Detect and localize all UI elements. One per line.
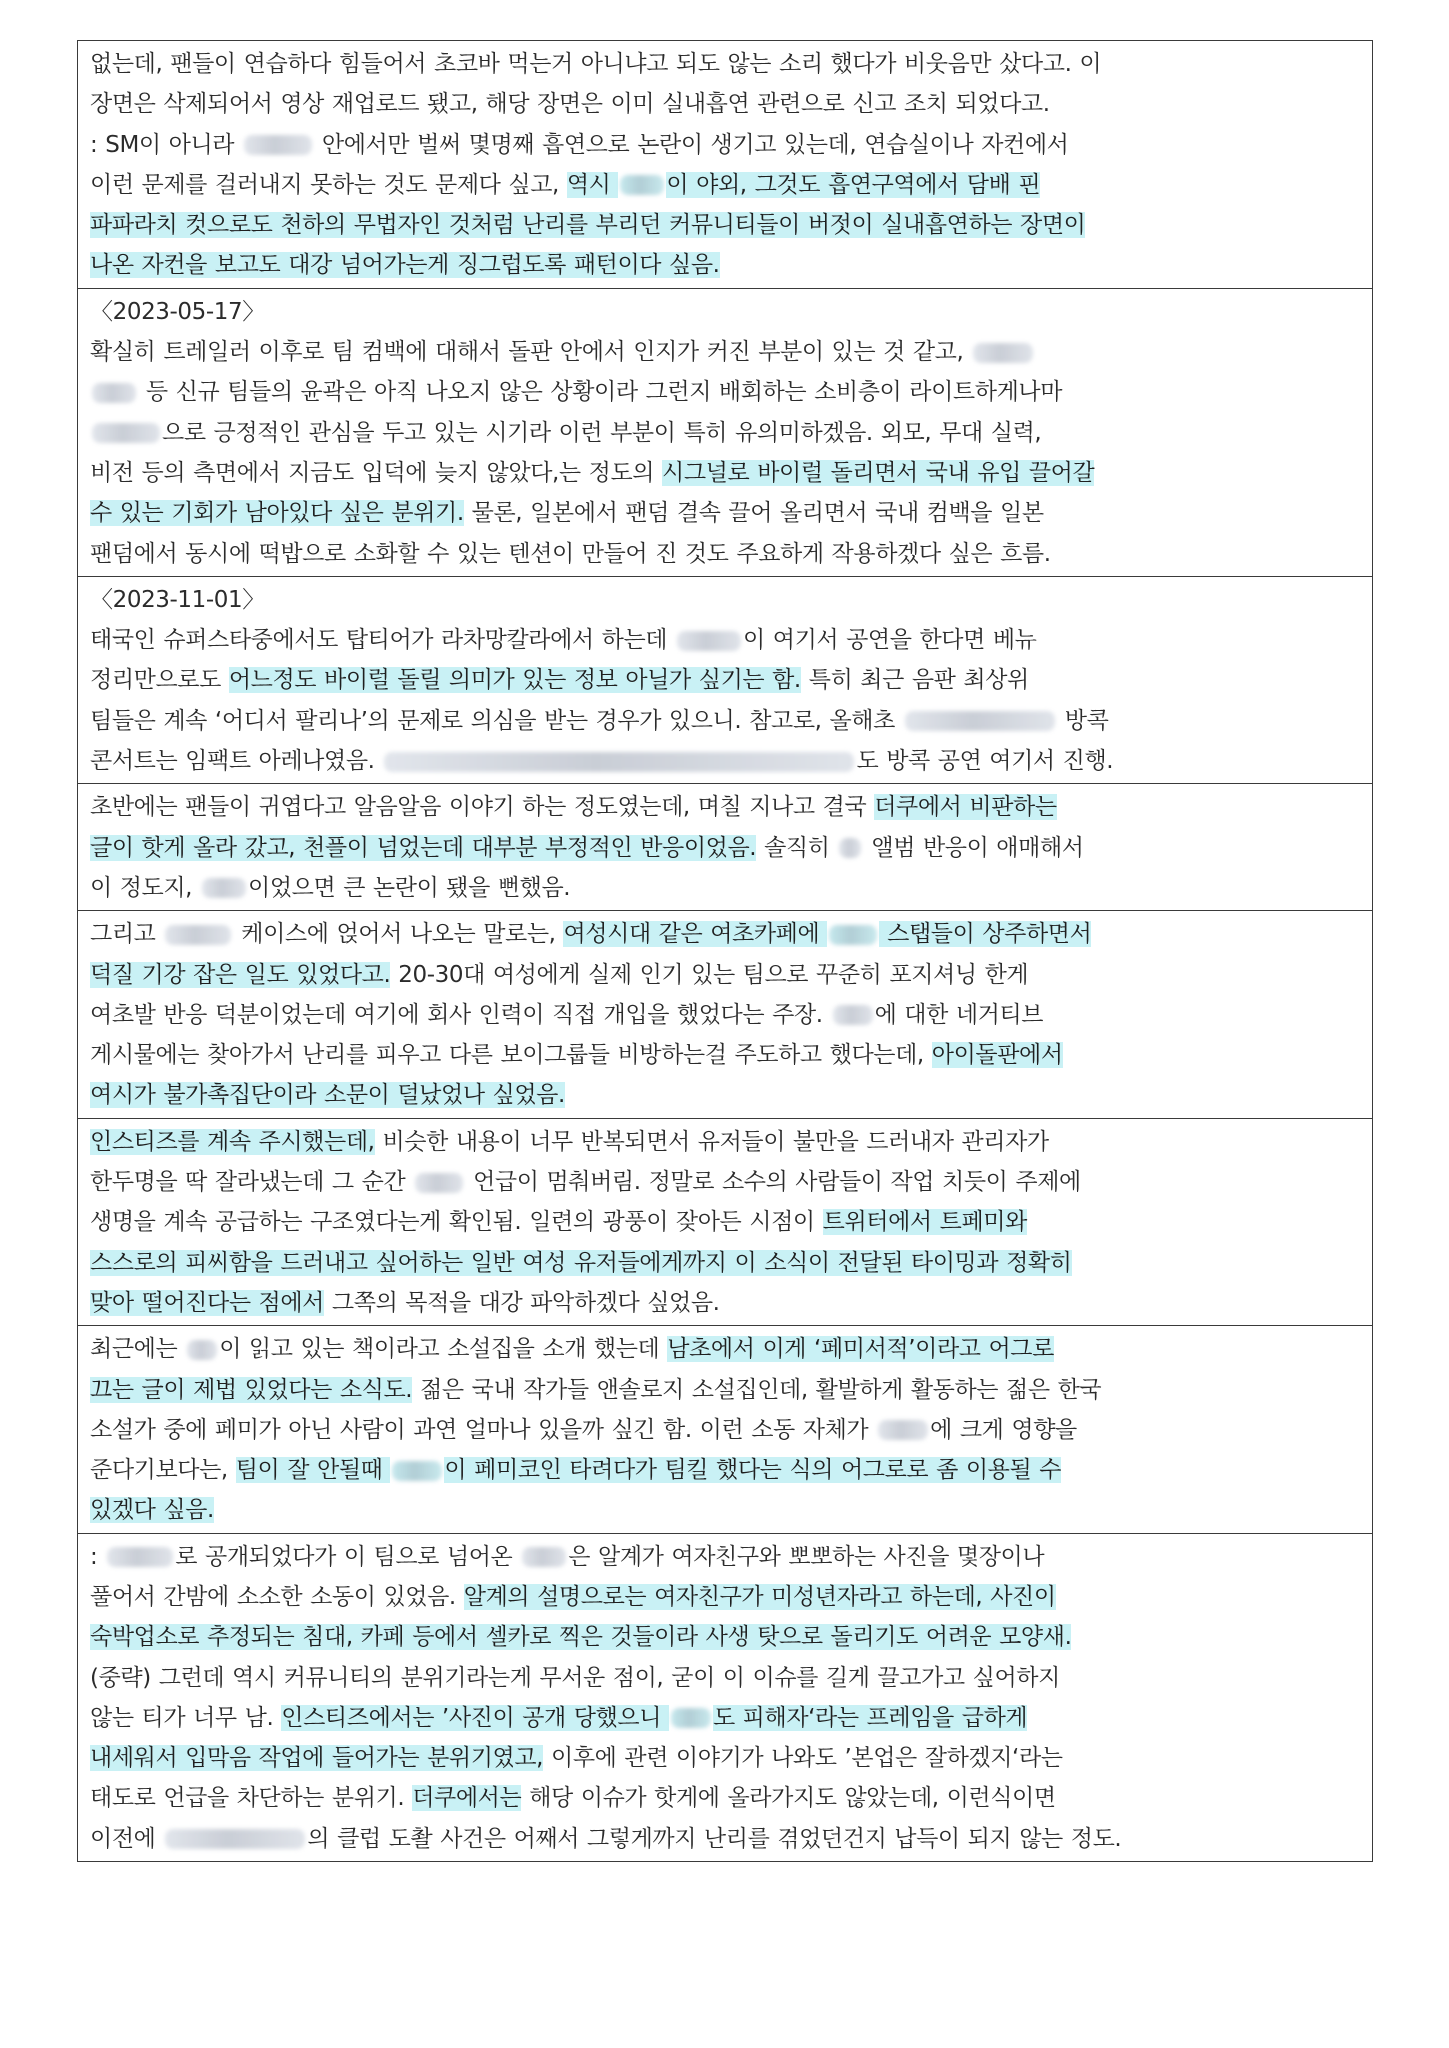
redacted-blur <box>829 925 877 945</box>
body-text: 이 여기서 공연을 한다면 베뉴 <box>743 627 1037 654</box>
body-text: 특히 최근 음판 최상위 <box>800 667 1029 694</box>
redacted-blur <box>92 423 160 443</box>
body-text: 한두명을 딱 잘라냈는데 그 순간 <box>90 1169 414 1196</box>
redacted-blur <box>878 1420 928 1440</box>
text-line <box>90 453 1360 493</box>
text-line <box>90 1243 1360 1283</box>
text-line <box>90 332 1360 372</box>
highlighted-text: 역시 <box>566 171 619 198</box>
highlighted-text: 여시가 불가촉집단이라 소문이 덜났었나 싶었음. <box>90 1082 565 1109</box>
redacted-blur <box>107 1547 173 1567</box>
body-text: 케이스에 얹어서 나오는 말로는, <box>233 921 564 948</box>
redacted-blur <box>833 1005 873 1025</box>
body-text: 태도로 언급을 차단하는 분위기. <box>90 1785 413 1812</box>
table-cell <box>78 1326 1372 1533</box>
text-line <box>90 1698 1360 1738</box>
highlighted-text: 덕질 기강 잡은 일도 있었다고. <box>90 961 391 988</box>
highlighted-text: 인스티즈를 계속 주시했는데, <box>90 1128 375 1155</box>
body-text: 그리고 <box>90 921 164 948</box>
body-text: 여초발 반응 덕분이었는데 여기에 회사 인력이 직접 개입을 했었다는 주장. <box>90 1001 831 1028</box>
body-text: 에 대한 네거티브 <box>874 1001 1044 1028</box>
text-line <box>90 165 1360 205</box>
body-text: 은 알계가 여자친구와 뽀뽀하는 사진을 몇장이나 <box>568 1543 1045 1570</box>
highlighted-text: 어느정도 바이럴 돌릴 의미가 있는 정보 아닐가 싶기는 함. <box>228 667 801 694</box>
body-text: 20-30대 여성에게 실제 인기 있는 팀으로 꾸준히 포지셔닝 한게 <box>390 961 1029 988</box>
body-text: 정리만으로도 <box>90 667 229 694</box>
redacted-blur <box>384 752 854 772</box>
redacted-blur <box>165 925 231 945</box>
text-line <box>90 84 1360 124</box>
text-line <box>90 914 1360 954</box>
body-text: 앨범 반응이 애매해서 <box>863 834 1084 861</box>
highlighted-text: 있겠다 싶음. <box>90 1497 214 1524</box>
body-text: 태국인 슈퍼스타중에서도 탑티어가 라차망칼라에서 하는데 <box>90 627 676 654</box>
text-line <box>90 1283 1360 1323</box>
highlighted-text: 트위터에서 트페미와 <box>822 1209 1027 1236</box>
body-text: 이 읽고 있는 책이라고 소설집을 소개 했는데 <box>219 1336 668 1363</box>
body-text: 그쪽의 목적을 대강 파악하겠다 싶었음. <box>324 1289 720 1316</box>
document-table <box>77 40 1373 1862</box>
body-text: 해당 이슈가 핫게에 올라가지도 않았는데, 이런식이면 <box>521 1785 1056 1812</box>
highlighted-text: 맞아 떨어진다는 점에서 <box>90 1289 325 1316</box>
redacted-blur <box>620 175 664 195</box>
highlighted-text: 내세워서 입막음 작업에 들어가는 분위기였고, <box>90 1745 544 1772</box>
text-line <box>90 1778 1360 1818</box>
redacted-blur <box>522 1547 566 1567</box>
text-line <box>90 1738 1360 1778</box>
redacted-blur <box>839 838 861 858</box>
body-text: 팀들은 계속 ‘어디서 팔리나’의 문제로 의심을 받는 경우가 있으니. 참고로, 올해초 <box>90 707 903 734</box>
text-line <box>90 787 1360 827</box>
highlighted-text: 남초에서 이게 ‘페미서적’이라고 어그로 <box>667 1336 1054 1363</box>
highlighted-text: 글이 핫게 올라 갔고, 천플이 넘었는데 대부분 부정적인 반응이었음. <box>90 834 757 861</box>
body-text: 솔직히 <box>756 834 838 861</box>
highlighted-text: 이 페미코인 타려다가 팀킬 했다는 식의 어그로로 좀 이용될 수 <box>444 1457 1062 1484</box>
highlighted-text: 인스티즈에서는 ’사진이 공개 당했으니 <box>281 1704 669 1731</box>
table-cell <box>78 577 1372 784</box>
text-line <box>90 868 1360 908</box>
text-line <box>90 1450 1360 1490</box>
highlighted-text: 이 야외, 그것도 흡연구역에서 담배 핀 <box>666 171 1041 198</box>
body-text: 의 클럽 도촬 사건은 어째서 그렇게까지 난리를 겪었던건지 납득이 되지 않는 정도. <box>307 1825 1122 1852</box>
text-line <box>90 828 1360 868</box>
body-text: 않는 티가 너무 남. <box>90 1704 282 1731</box>
text-line <box>90 413 1360 453</box>
text-line <box>90 1658 1360 1698</box>
text-line <box>90 493 1360 533</box>
redacted-blur <box>92 383 136 403</box>
body-text: 언급이 멈춰버림. 정말로 소수의 사람들이 작업 치듯이 주제에 <box>465 1169 1081 1196</box>
body-text: 풀어서 간밤에 소소한 소동이 있었음. <box>90 1583 464 1610</box>
text-line <box>90 245 1360 285</box>
text-line <box>90 125 1360 165</box>
body-text: 생명을 계속 공급하는 구조였다는게 확인됨. 일련의 광풍이 잦아든 시점이 <box>90 1209 823 1236</box>
highlighted-text: 수 있는 기회가 남아있다 싶은 분위기. <box>90 500 464 527</box>
text-line <box>90 1537 1360 1577</box>
body-text: 비전 등의 측면에서 지금도 입덕에 늦지 않았다,는 정도의 <box>90 459 663 486</box>
redacted-blur <box>392 1461 442 1481</box>
redacted-blur <box>973 343 1033 363</box>
body-text: 안에서만 벌써 몇명째 흡연으로 논란이 생기고 있는데, 연습실이나 자컨에서 <box>314 131 1069 158</box>
highlighted-text: 스탭들이 상주하면서 <box>879 921 1092 948</box>
redacted-blur <box>187 1340 217 1360</box>
body-text: 비슷한 내용이 너무 반복되면서 유저들이 불만을 드러내자 관리자가 <box>374 1128 1049 1155</box>
redacted-blur <box>671 1708 711 1728</box>
text-line <box>90 1162 1360 1202</box>
body-text: 확실히 트레일러 이후로 팀 컴백에 대해서 돌판 안에서 인지가 커진 부분이 있는 것 같고, <box>90 339 972 366</box>
redacted-blur <box>165 1829 305 1849</box>
text-line <box>90 1577 1360 1617</box>
highlighted-text: 도 피해자‘라는 프레임을 급하게 <box>712 1704 1028 1731</box>
highlighted-text: 아이돌판에서 <box>931 1042 1063 1069</box>
highlighted-text: 파파라치 컷으로도 천하의 무법자인 것처럼 난리를 부리던 커뮤니티들이 버젓이 실내흡연하는 장면이 <box>90 212 1086 239</box>
text-line <box>90 701 1360 741</box>
text-line <box>90 620 1360 660</box>
highlighted-text: 나온 자컨을 보고도 대강 넘어가는게 징그럽도록 패턴이다 싶음. <box>90 252 720 279</box>
body-text: (중략) 그런데 역시 커뮤니티의 분위기라는게 무서운 점이, 굳이 이 이슈를 길게 끌고가고 싶어하지 <box>90 1664 1060 1691</box>
text-line <box>90 205 1360 245</box>
text-line <box>90 580 1360 620</box>
body-text: 소설가 중에 페미가 아닌 사람이 과연 얼마나 있을까 싶긴 함. 이런 소동 자체가 <box>90 1416 877 1443</box>
body-text: 게시물에는 찾아가서 난리를 피우고 다른 보이그룹들 비방하는걸 주도하고 했다는데, <box>90 1042 932 1069</box>
body-text: 팬덤에서 동시에 떡밥으로 소화할 수 있는 텐션이 만들어 진 것도 주요하게 작용하겠다 싶은 흐름. <box>90 540 1051 567</box>
body-text: 이전에 <box>90 1825 164 1852</box>
table-cell <box>78 784 1372 911</box>
body-text: 으로 긍정적인 관심을 두고 있는 시기라 이런 부분이 특히 유의미하겠음. 외모, 무대 실력, <box>162 419 1042 446</box>
text-line <box>90 44 1360 84</box>
highlighted-text: 여성시대 같은 여초카페에 <box>563 921 828 948</box>
body-text: 이후에 관련 이야기가 나와도 ’본업은 잘하겠지‘라는 <box>543 1745 1063 1772</box>
body-text: 이런 문제를 걸러내지 못하는 것도 문제다 싶고, <box>90 171 567 198</box>
highlighted-text: 시그널로 바이럴 돌리면서 국내 유입 끌어갈 <box>662 459 1095 486</box>
body-text: 도 방콕 공연 여기서 진행. <box>856 748 1114 775</box>
body-text: 최근에는 <box>90 1336 186 1363</box>
redacted-blur <box>905 711 1055 731</box>
text-line <box>90 1035 1360 1075</box>
body-text: 〈2023-11-01〉 <box>90 586 265 613</box>
redacted-blur <box>677 631 741 651</box>
redacted-blur <box>202 878 246 898</box>
body-text: 〈2023-05-17〉 <box>90 298 265 325</box>
highlighted-text: 스스로의 피씨함을 드러내고 싶어하는 일반 여성 유저들에게까지 이 소식이 전달된 타이밍과 정확히 <box>90 1249 1072 1276</box>
table-cell <box>78 1534 1372 1861</box>
body-text: : SM이 아니라 <box>90 131 242 158</box>
text-line <box>90 292 1360 332</box>
body-text: 준다기보다는, <box>90 1457 236 1484</box>
highlighted-text: 숙박업소로 추정되는 침대, 카페 등에서 셀카로 찍은 것들이라 사생 탓으로 돌리기도 어려운 모양새. <box>90 1624 1072 1651</box>
body-text: 젊은 국내 작가들 앤솔로지 소설집인데, 활발하게 활동하는 젊은 한국 <box>412 1376 1102 1403</box>
text-line <box>90 534 1360 574</box>
body-text: 이었으면 큰 논란이 됐을 뻔했음. <box>248 874 571 901</box>
highlighted-text: 더쿠에서는 <box>412 1785 522 1812</box>
text-line <box>90 1490 1360 1530</box>
table-cell <box>78 1119 1372 1326</box>
text-line <box>90 372 1360 412</box>
table-cell <box>78 289 1372 577</box>
body-text: 없는데, 팬들이 연습하다 힘들어서 초코바 먹는거 아니냐고 되도 않는 소리 했다가 비웃음만 샀다고. 이 <box>90 51 1102 77</box>
body-text: 물론, 일본에서 팬덤 결속 끌어 올리면서 국내 컴백을 일본 <box>463 500 1044 527</box>
body-text: 장면은 삭제되어서 영상 재업로드 됐고, 해당 장면은 이미 실내흡연 관련으로 신고 조치 되었다고. <box>90 91 1050 118</box>
text-line <box>90 955 1360 995</box>
text-line <box>90 1329 1360 1369</box>
highlighted-text: 팀이 잘 안될때 <box>235 1457 391 1484</box>
body-text: 이 정도지, <box>90 874 201 901</box>
text-line <box>90 1370 1360 1410</box>
text-line <box>90 660 1360 700</box>
redacted-blur <box>415 1173 463 1193</box>
text-line <box>90 995 1360 1035</box>
text-line <box>90 1617 1360 1657</box>
highlighted-text: 알계의 설명으로는 여자친구가 미성년자라고 하는데, 사진이 <box>463 1583 1056 1610</box>
text-line <box>90 1075 1360 1115</box>
body-text: : <box>90 1543 106 1570</box>
body-text: 로 공개되었다가 이 팀으로 넘어온 <box>175 1543 521 1570</box>
highlighted-text: 더쿠에서 비판하는 <box>874 794 1057 821</box>
highlighted-text: 끄는 글이 제법 있었다는 소식도. <box>90 1376 413 1403</box>
body-text: 등 신규 팀들의 윤곽은 아직 나오지 않은 상황이라 그런지 배회하는 소비층이 라이트하게나마 <box>138 379 1063 406</box>
table-cell <box>78 911 1372 1118</box>
text-line <box>90 1202 1360 1242</box>
text-line <box>90 1122 1360 1162</box>
redacted-blur <box>244 135 312 155</box>
text-line <box>90 1819 1360 1859</box>
body-text: 콘서트는 임팩트 아레나였음. <box>90 748 383 775</box>
body-text: 에 크게 영향을 <box>930 1416 1077 1443</box>
text-line <box>90 1410 1360 1450</box>
text-line <box>90 741 1360 781</box>
table-cell <box>78 41 1372 289</box>
body-text: 초반에는 팬들이 귀엽다고 알음알음 이야기 하는 정도였는데, 며칠 지나고 결국 <box>90 794 875 821</box>
body-text: 방콕 <box>1056 707 1109 734</box>
